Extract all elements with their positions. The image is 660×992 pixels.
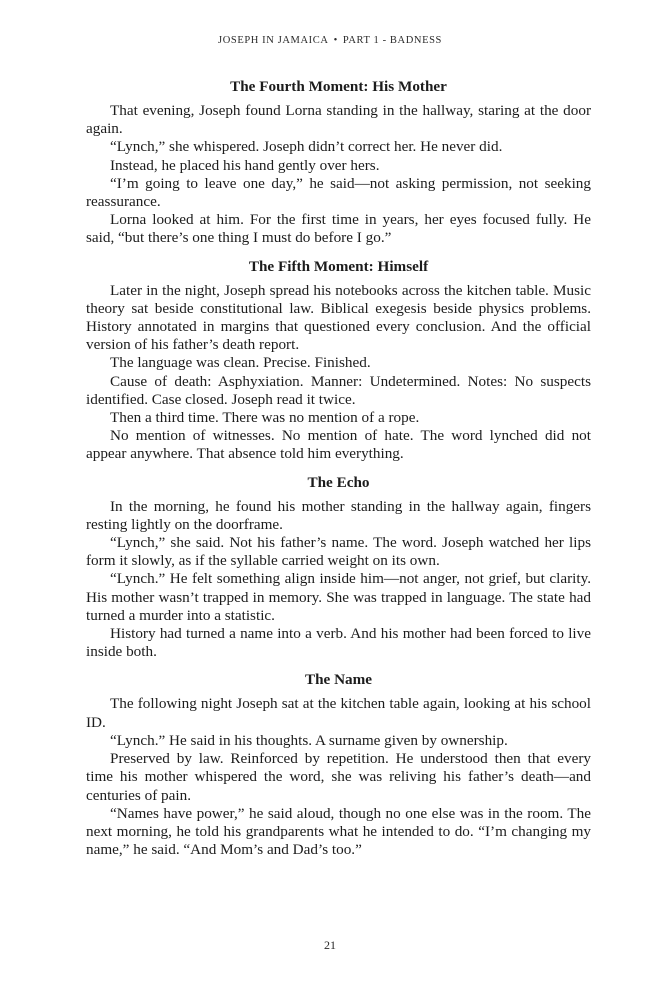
paragraph: Instead, he placed his hand gently over hers. <box>110 156 380 174</box>
paragraph: “Lynch.” He said in his thoughts. A surname given by ownership. <box>110 731 508 749</box>
section-fifth-moment <box>86 257 591 464</box>
paragraph: “Lynch,” she said. Not his father’s name. The word. Joseph watched her lips form it slowly, as if the syllable carried weight on its own. <box>86 534 591 570</box>
paragraph: “Lynch.” He felt something align inside him—not anger, not grief, but clarity. His mother wasn’t trapped in memory. She was trapped in language. The state had turned a murder into a statistic. <box>86 570 591 624</box>
page-number: 21 <box>324 938 336 952</box>
section-the-echo <box>86 473 591 662</box>
paragraph: “Lynch,” she whispered. Joseph didn’t correct her. He never did. <box>110 138 503 156</box>
paragraph: Then a third time. There was no mention of a rope. <box>110 409 420 427</box>
paragraph: The following night Joseph sat at the kitchen table again, looking at his school ID. <box>86 695 591 731</box>
paragraph: Cause of death: Asphyxiation. Manner: Undetermined. Notes: No suspects identified. Case closed. Joseph read it twice. <box>86 372 591 408</box>
paragraph: In the morning, he found his mother standing in the hallway again, fingers resting lightly on the doorframe. <box>86 497 591 533</box>
paragraph: Preserved by law. Reinforced by repetition. He understood then that every time his mother whispered the word, she was reliving his father’s death—and centuries of pain. <box>86 750 591 804</box>
section-the-name <box>86 670 591 859</box>
section-heading: The Echo <box>307 473 370 491</box>
page-body <box>86 77 591 868</box>
paragraph: History had turned a name into a verb. And his mother had been forced to live inside both. <box>86 625 591 661</box>
paragraph: The language was clean. Precise. Finished. <box>110 354 371 372</box>
section-heading: The Fifth Moment: Himself <box>248 257 429 275</box>
header-separator: • <box>333 35 338 46</box>
section-fourth-moment <box>86 77 591 248</box>
running-header <box>0 35 660 46</box>
section-heading: The Name <box>304 671 373 689</box>
part-title: PART 1 - BADNESS <box>342 35 442 46</box>
paragraph: No mention of witnesses. No mention of hate. The word lynched did not appear anywhere. That absence told him everything. <box>86 427 591 463</box>
paragraph: “Names have power,” he said aloud, though no one else was in the room. The next morning, he told his grandparents what he intended to do. “I’m changing my name,” he said. “And Mom’s and Dad’s too.” <box>86 804 591 859</box>
paragraph: Lorna looked at him. For the first time in years, her eyes focused fully. He said, “but there’s one thing I must do before I go.” <box>86 211 591 247</box>
paragraph: “I’m going to leave one day,” he said—not asking permission, not seeking reassurance. <box>86 174 591 211</box>
book-title: JOSEPH IN JAMAICA <box>218 35 329 46</box>
paragraph: Later in the night, Joseph spread his notebooks across the kitchen table. Music theory sat beside constitutional law. Biblical exegesis beside physics problems. History annotated in margins that questioned every conclusion. And the official version of his father’s death report. <box>86 281 591 354</box>
section-heading: The Fourth Moment: His Mother <box>230 78 447 95</box>
paragraph: That evening, Joseph found Lorna standing in the hallway, staring at the door again. <box>86 102 591 138</box>
